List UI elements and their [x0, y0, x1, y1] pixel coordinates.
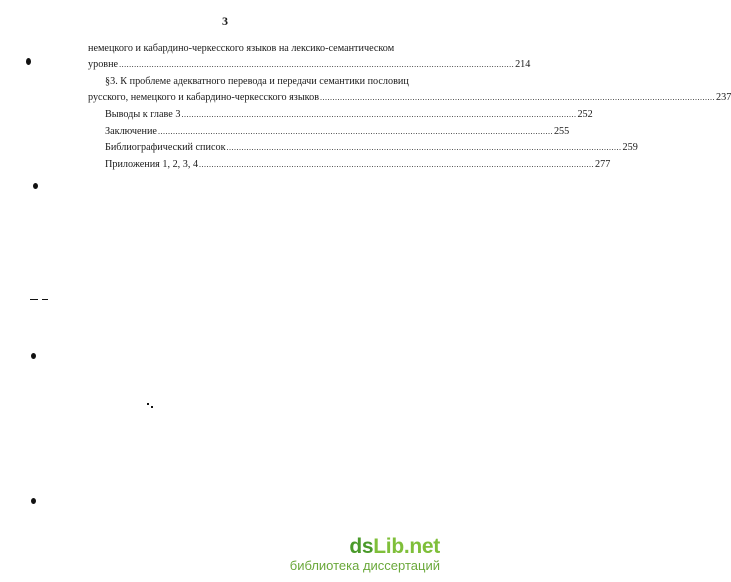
watermark-logo: dsLib.net	[349, 535, 440, 558]
toc-item-2-line-1: §3. К проблеме адекватного перевода и передачи семантики пословиц	[105, 76, 409, 87]
toc-item-4-label: Заключение	[105, 126, 157, 137]
toc-item-1-line-1: немецкого и кабардино-черкесского языков на лексико-семантическом	[88, 43, 395, 54]
toc-leader-dots: ..............................................................................................................................................................	[181, 110, 577, 119]
toc-item-3	[105, 108, 593, 121]
toc-item-5-label: Библиографический список	[105, 142, 226, 153]
toc-item-4-page: 255	[553, 126, 570, 137]
scan-speck	[33, 183, 38, 189]
toc-item-1-page: 214	[515, 59, 531, 70]
toc-item-5-page: 259	[622, 142, 638, 153]
toc-leader-dots: ..............................................................................................................................................................	[226, 143, 622, 152]
toc-item-4	[105, 125, 570, 138]
toc-item-6-label: Приложения 1, 2, 3, 4	[105, 159, 199, 170]
toc-leader-dots: ..............................................................................................................................................................	[320, 93, 716, 102]
scan-speck	[31, 353, 36, 359]
toc-leader-dots: ..............................................................................................................................................................	[199, 160, 595, 169]
scan-speck	[31, 498, 36, 504]
toc-item-1-label: уровне	[88, 59, 119, 70]
toc-item-6-page: 277	[595, 159, 611, 170]
scan-speck	[26, 58, 31, 65]
page-number: 3	[222, 14, 228, 28]
scan-speck	[42, 299, 48, 300]
toc-leader-dots: ..............................................................................................................................................................	[157, 127, 553, 136]
scan-speck	[30, 299, 38, 300]
toc-item-2-line-2	[88, 91, 731, 104]
watermark-tagline: библиотека диссертаций	[289, 558, 440, 573]
toc-item-1-line-2	[88, 58, 531, 71]
toc-leader-dots: ..............................................................................................................................................................	[119, 60, 515, 69]
scan-speck	[147, 403, 149, 405]
toc-item-5	[105, 141, 638, 154]
scan-speck	[151, 406, 153, 408]
toc-item-6	[105, 158, 611, 171]
toc-item-3-label: Выводы к главе 3	[105, 109, 181, 120]
toc-item-2-page: 237	[716, 92, 731, 103]
toc-item-3-page: 252	[577, 109, 593, 120]
toc-item-2-label: русского, немецкого и кабардино-черкесского языков	[88, 92, 320, 103]
watermark	[290, 536, 440, 574]
